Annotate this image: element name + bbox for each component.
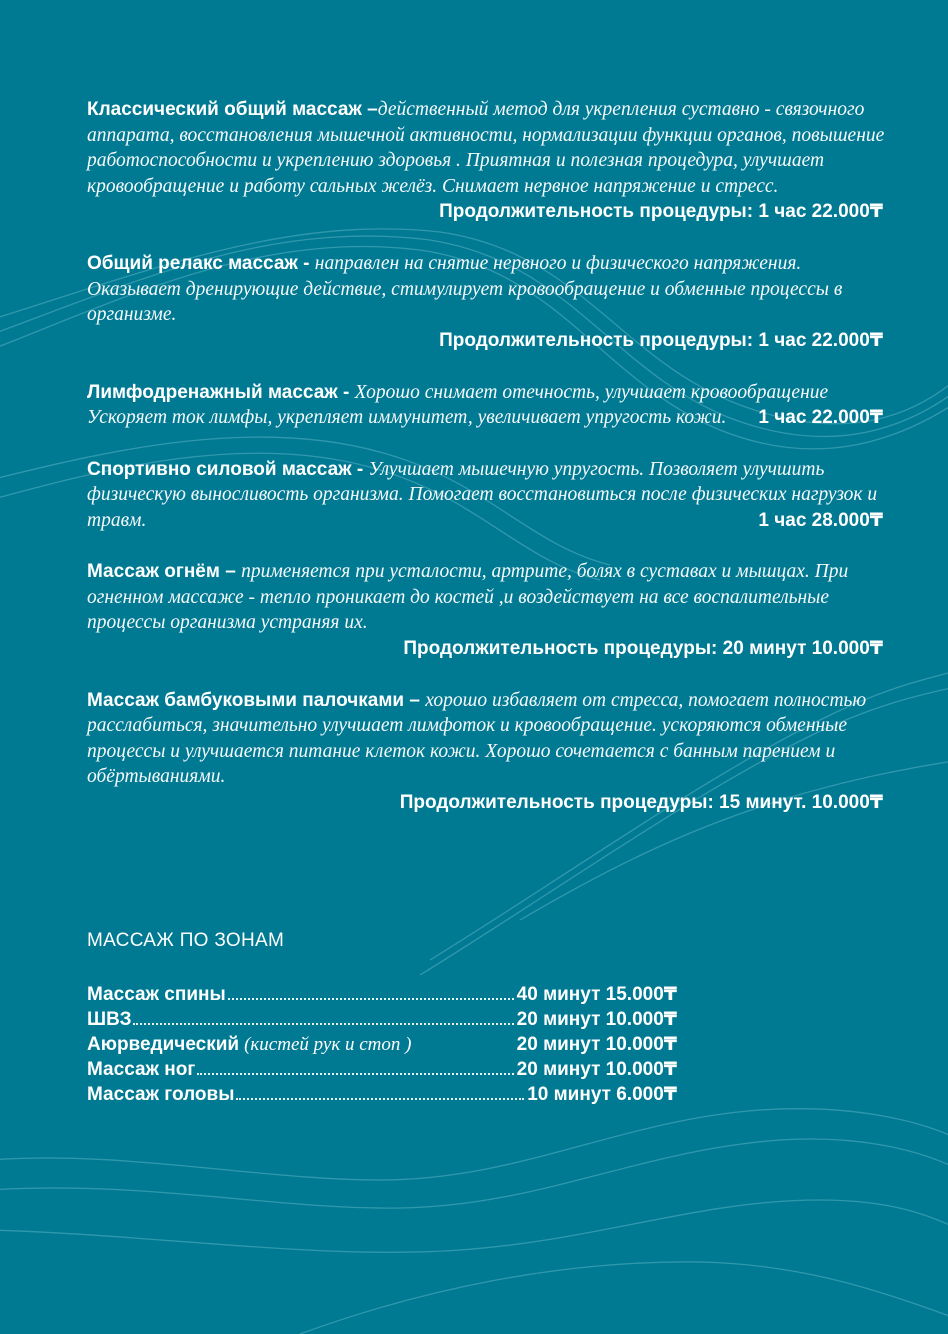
service-separator: - xyxy=(337,381,355,403)
service-description xyxy=(87,559,887,636)
service-duration-price: Продолжительность процедуры: 20 минут 10.000₸ xyxy=(403,637,883,659)
service-text: применяется при усталости, артрите, болях в суставах и мышцах. При огненном массаже - тепло проникает до костей ,и воздействует на все воспалительные процессы организма устраняя их. xyxy=(87,561,849,633)
zone-row xyxy=(87,1057,677,1082)
service-separator: - xyxy=(297,253,315,274)
service-name: Общий релакс массаж xyxy=(87,253,298,274)
service-separator: – xyxy=(219,561,242,582)
zone-price: 20 минут 10.000₸ xyxy=(516,1034,677,1055)
zone-price: 40 минут 15.000₸ xyxy=(516,984,677,1005)
zone-row xyxy=(87,1082,677,1107)
service-description xyxy=(87,251,887,328)
service-description xyxy=(87,380,887,431)
service-separator: – xyxy=(404,689,426,711)
service-text: хорошо избавляет от стресса, помогает полностью расслабиться, значительно улучшает лимфоток и кровообращение. ускоряются обменные процессы и улучшается питание клеток кожи. Хорошо сочетается с банным парением и обёртываниями. xyxy=(87,689,867,787)
service-text: направлен на снятие нервного и физического напряжения. Оказывает дренирующие действие, стимулирует кровообращение и обменные процессы в организме. xyxy=(87,253,843,325)
service-separator: – xyxy=(361,99,378,120)
service-name: Лимфодренажный массаж xyxy=(87,381,338,403)
zone-row xyxy=(87,982,677,1007)
service-description xyxy=(87,97,887,199)
services-list xyxy=(87,97,887,842)
zone-row xyxy=(87,1007,677,1032)
service-item xyxy=(87,97,887,225)
service-item xyxy=(87,380,887,431)
service-separator: - xyxy=(351,458,369,480)
zone-name: Массаж ног xyxy=(87,1059,196,1080)
service-name: Классический общий массаж xyxy=(87,99,362,120)
zone-price: 20 минут 10.000₸ xyxy=(516,1059,677,1080)
zones-title: МАССАЖ ПО ЗОНАМ xyxy=(87,930,285,951)
dot-leader xyxy=(197,1073,513,1075)
zone-name: Массаж головы xyxy=(87,1084,235,1105)
service-description xyxy=(87,688,887,790)
service-text: Улучшает мышечную упругость. Позволяет улучшить физическую выносливость организма. Помогает восстановиться после физических нагрузок и травм. xyxy=(87,458,878,531)
service-duration-price: Продолжительность процедуры: 1 час 22.000₸ xyxy=(439,329,883,351)
service-duration-price: Продолжительность процедуры: 1 час 22.000₸ xyxy=(439,201,883,222)
zone-price: 20 минут 10.000₸ xyxy=(516,1009,677,1030)
service-text: Хорошо снимает отечность, улучшает кровообращение Ускоряет ток лимфы, укрепляет иммунитет, увеличивает упругость кожи. xyxy=(87,381,829,428)
service-item xyxy=(87,251,887,354)
service-name: Спортивно силовой массаж xyxy=(87,458,352,480)
service-price: 1 час 28.000₸ xyxy=(758,509,883,531)
service-text: действенный метод для укрепления суставно - связочного аппарата, восстановления мышечной активности, нормализации функции органов, повышение работоспособности и укреплению здоровья . Приятная и полезная процедура, улучшает кровообращение и работу сальных желёз. Снимает нервное напряжение и стресс. xyxy=(87,99,885,197)
zone-name: ШВЗ xyxy=(87,1009,132,1030)
service-description xyxy=(87,457,887,534)
zone-row xyxy=(87,1032,677,1057)
zone-name: Аюрведический xyxy=(87,1034,240,1055)
dot-leader xyxy=(228,998,514,1000)
zone-name: Массаж спины xyxy=(87,984,226,1005)
service-name: Массаж огнём xyxy=(87,561,220,582)
service-item xyxy=(87,559,887,662)
zones-price-list xyxy=(87,982,677,1107)
dot-leader xyxy=(133,1023,513,1025)
service-item xyxy=(87,688,887,816)
zone-note: (кистей рук и стоп ) xyxy=(244,1034,412,1055)
service-price: 1 час 22.000₸ xyxy=(758,407,883,428)
dot-leader xyxy=(236,1098,524,1100)
service-name: Массаж бамбуковыми палочками xyxy=(87,689,405,711)
service-duration-price: Продолжительность процедуры: 15 минут. 10.000₸ xyxy=(399,791,883,813)
zone-price: 10 минут 6.000₸ xyxy=(527,1084,677,1105)
service-item xyxy=(87,457,887,534)
